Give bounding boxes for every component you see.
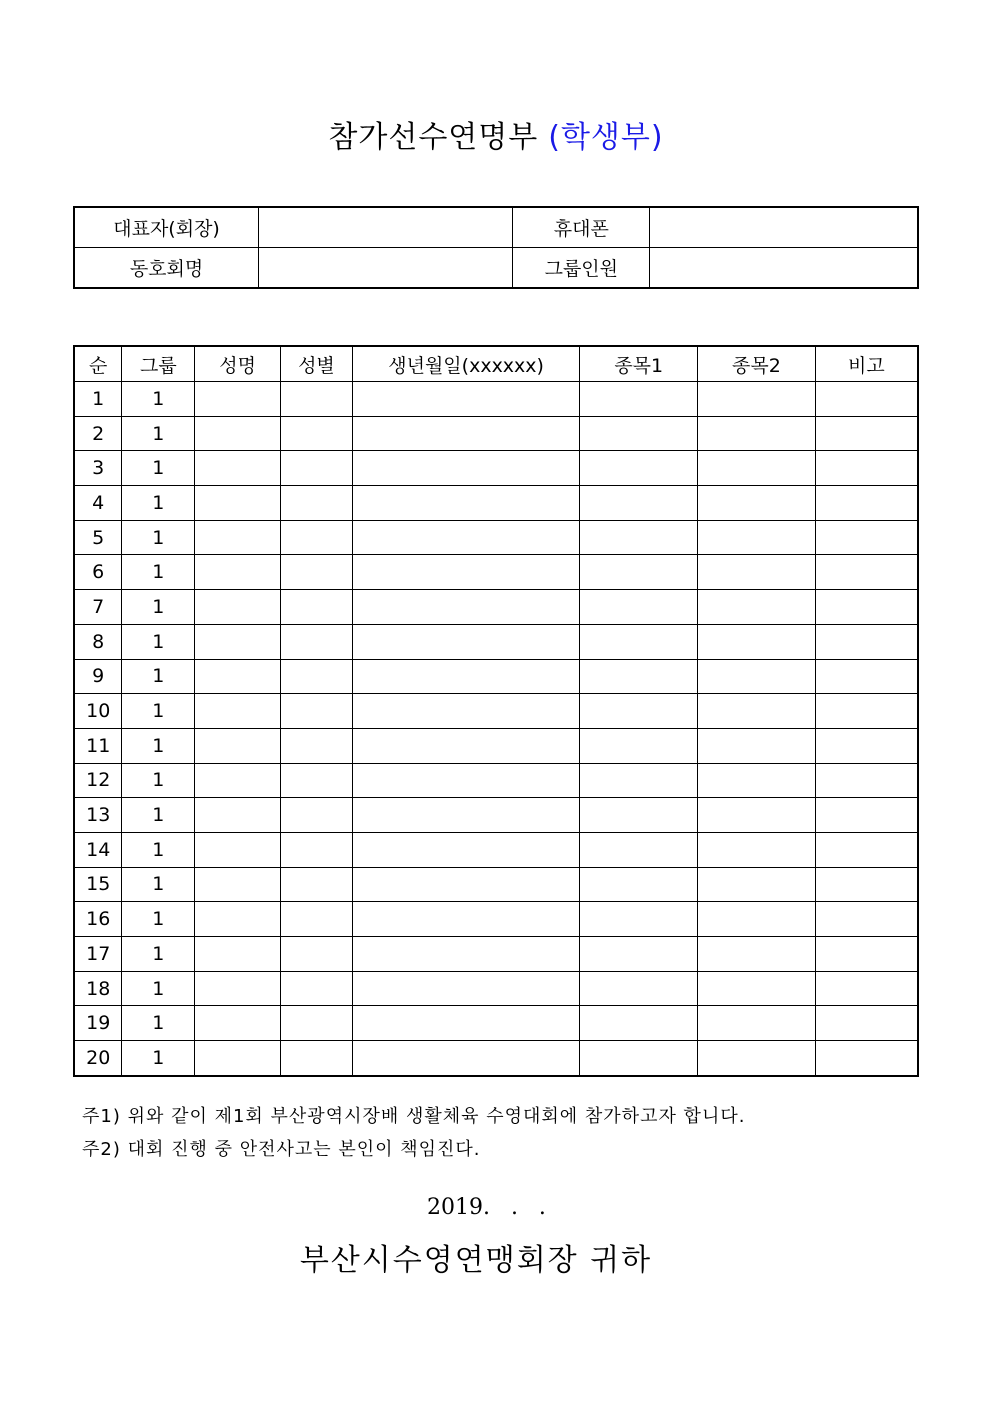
group-cell: 1 — [122, 1006, 195, 1041]
phone-label: 휴대폰 — [513, 207, 650, 248]
gender-field[interactable] — [281, 382, 353, 417]
event1-field[interactable] — [580, 832, 698, 867]
gender-field[interactable] — [281, 1006, 353, 1041]
gender-field[interactable] — [281, 659, 353, 694]
group-cell: 1 — [122, 486, 195, 521]
title-sub: (학생부) — [548, 120, 664, 155]
group-cell: 1 — [122, 694, 195, 729]
gender-field[interactable] — [281, 451, 353, 486]
no-cell: 20 — [74, 1041, 122, 1076]
group-cell: 1 — [122, 763, 195, 798]
group-cell: 1 — [122, 659, 195, 694]
table-row — [74, 1006, 918, 1041]
event2-field[interactable] — [698, 728, 816, 763]
event1-field[interactable] — [580, 520, 698, 555]
remarks-field[interactable] — [815, 486, 918, 521]
no-cell: 10 — [74, 694, 122, 729]
no-cell: 14 — [74, 832, 122, 867]
event1-field[interactable] — [580, 486, 698, 521]
name-field[interactable] — [195, 1041, 281, 1076]
notes — [82, 1100, 745, 1166]
header-event2: 종목2 — [698, 346, 816, 382]
birthdate-field[interactable] — [352, 971, 580, 1006]
no-cell: 9 — [74, 659, 122, 694]
gender-field[interactable] — [281, 416, 353, 451]
name-field[interactable] — [195, 659, 281, 694]
event1-field[interactable] — [580, 590, 698, 625]
event1-field[interactable] — [580, 971, 698, 1006]
group-cell: 1 — [122, 937, 195, 972]
no-cell: 3 — [74, 451, 122, 486]
group-cell: 1 — [122, 798, 195, 833]
gender-field[interactable] — [281, 486, 353, 521]
no-cell: 4 — [74, 486, 122, 521]
table-row — [74, 520, 918, 555]
remarks-field[interactable] — [815, 382, 918, 417]
gender-field[interactable] — [281, 798, 353, 833]
event2-field[interactable] — [698, 971, 816, 1006]
name-field[interactable] — [195, 590, 281, 625]
remarks-field[interactable] — [815, 555, 918, 590]
gender-field[interactable] — [281, 520, 353, 555]
table-row — [74, 486, 918, 521]
remarks-field[interactable] — [815, 867, 918, 902]
table-row — [74, 382, 918, 417]
remarks-field[interactable] — [815, 451, 918, 486]
birthdate-field[interactable] — [352, 728, 580, 763]
table-row — [74, 763, 918, 798]
gender-field[interactable] — [281, 728, 353, 763]
event1-field[interactable] — [580, 902, 698, 937]
name-field[interactable] — [195, 624, 281, 659]
remarks-field[interactable] — [815, 520, 918, 555]
table-row — [74, 555, 918, 590]
group-cell: 1 — [122, 382, 195, 417]
group-cell: 1 — [122, 1041, 195, 1076]
remarks-field[interactable] — [815, 694, 918, 729]
members-field[interactable] — [650, 248, 918, 289]
event2-field[interactable] — [698, 659, 816, 694]
group-cell: 1 — [122, 971, 195, 1006]
birthdate-field[interactable] — [352, 659, 580, 694]
event2-field[interactable] — [698, 590, 816, 625]
event1-field[interactable] — [580, 1041, 698, 1076]
birthdate-field[interactable] — [352, 382, 580, 417]
event2-field[interactable] — [698, 486, 816, 521]
header-name: 성명 — [195, 346, 281, 382]
no-cell: 18 — [74, 971, 122, 1006]
birthdate-field[interactable] — [352, 763, 580, 798]
no-cell: 5 — [74, 520, 122, 555]
event1-field[interactable] — [580, 728, 698, 763]
gender-field[interactable] — [281, 590, 353, 625]
birthdate-field[interactable] — [352, 416, 580, 451]
no-cell: 13 — [74, 798, 122, 833]
gender-field[interactable] — [281, 902, 353, 937]
event2-field[interactable] — [698, 937, 816, 972]
gender-field[interactable] — [281, 1041, 353, 1076]
note-1: 주1) 위와 같이 제1회 부산광역시장배 생활체육 수영대회에 참가하고자 합니다. — [82, 1106, 746, 1127]
event1-field[interactable] — [580, 1006, 698, 1041]
representative-label: 대표자(회장) — [74, 207, 259, 248]
remarks-field[interactable] — [815, 624, 918, 659]
no-cell: 16 — [74, 902, 122, 937]
name-field[interactable] — [195, 832, 281, 867]
event2-field[interactable] — [698, 520, 816, 555]
event2-field[interactable] — [698, 451, 816, 486]
event2-field[interactable] — [698, 624, 816, 659]
group-cell: 1 — [122, 624, 195, 659]
group-cell: 1 — [122, 590, 195, 625]
remarks-field[interactable] — [815, 798, 918, 833]
note-2: 주2) 대회 진행 중 안전사고는 본인이 책임진다. — [82, 1139, 481, 1160]
event1-field[interactable] — [580, 763, 698, 798]
table-row — [74, 798, 918, 833]
name-field[interactable] — [195, 520, 281, 555]
header-group: 그룹 — [122, 346, 195, 382]
gender-field[interactable] — [281, 624, 353, 659]
event1-field[interactable] — [580, 694, 698, 729]
remarks-field[interactable] — [815, 416, 918, 451]
table-row — [74, 902, 918, 937]
header-gender: 성별 — [281, 346, 353, 382]
remarks-field[interactable] — [815, 1041, 918, 1076]
event2-field[interactable] — [698, 763, 816, 798]
name-field[interactable] — [195, 416, 281, 451]
members-label: 그룹인원 — [513, 248, 650, 289]
name-field[interactable] — [195, 555, 281, 590]
gender-field[interactable] — [281, 555, 353, 590]
event2-field[interactable] — [698, 1006, 816, 1041]
no-cell: 12 — [74, 763, 122, 798]
birthdate-field[interactable] — [352, 590, 580, 625]
roster-table — [73, 345, 919, 1077]
birthdate-field[interactable] — [352, 624, 580, 659]
group-cell: 1 — [122, 867, 195, 902]
info-row — [74, 207, 918, 248]
group-cell: 1 — [122, 520, 195, 555]
remarks-field[interactable] — [815, 902, 918, 937]
representative-field[interactable] — [259, 207, 513, 248]
birthdate-field[interactable] — [352, 520, 580, 555]
page-title — [0, 112, 992, 156]
event1-field[interactable] — [580, 451, 698, 486]
group-cell: 1 — [122, 902, 195, 937]
gender-field[interactable] — [281, 867, 353, 902]
name-field[interactable] — [195, 937, 281, 972]
date-line: 2019. . . — [427, 1195, 546, 1220]
roster-header-row — [74, 346, 918, 382]
remarks-field[interactable] — [815, 937, 918, 972]
event2-field[interactable] — [698, 694, 816, 729]
table-row — [74, 659, 918, 694]
addressee: 부산시수영연맹회장 귀하 — [299, 1243, 653, 1278]
no-cell: 6 — [74, 555, 122, 590]
no-cell: 11 — [74, 728, 122, 763]
no-cell: 1 — [74, 382, 122, 417]
event2-field[interactable] — [698, 416, 816, 451]
club-field[interactable] — [259, 248, 513, 289]
event1-field[interactable] — [580, 416, 698, 451]
table-row — [74, 694, 918, 729]
event2-field[interactable] — [698, 555, 816, 590]
name-field[interactable] — [195, 902, 281, 937]
name-field[interactable] — [195, 798, 281, 833]
event2-field[interactable] — [698, 382, 816, 417]
birthdate-field[interactable] — [352, 937, 580, 972]
name-field[interactable] — [195, 382, 281, 417]
event2-field[interactable] — [698, 798, 816, 833]
gender-field[interactable] — [281, 694, 353, 729]
birthdate-field[interactable] — [352, 555, 580, 590]
birthdate-field[interactable] — [352, 1006, 580, 1041]
remarks-field[interactable] — [815, 763, 918, 798]
group-cell: 1 — [122, 728, 195, 763]
remarks-field[interactable] — [815, 971, 918, 1006]
event1-field[interactable] — [580, 382, 698, 417]
birthdate-field[interactable] — [352, 694, 580, 729]
table-row — [74, 728, 918, 763]
phone-field[interactable] — [650, 207, 918, 248]
event2-field[interactable] — [698, 867, 816, 902]
birthdate-field[interactable] — [352, 867, 580, 902]
gender-field[interactable] — [281, 971, 353, 1006]
table-row — [74, 590, 918, 625]
table-row — [74, 832, 918, 867]
birthdate-field[interactable] — [352, 486, 580, 521]
event1-field[interactable] — [580, 937, 698, 972]
name-field[interactable] — [195, 486, 281, 521]
event2-field[interactable] — [698, 1041, 816, 1076]
no-cell: 7 — [74, 590, 122, 625]
gender-field[interactable] — [281, 763, 353, 798]
event1-field[interactable] — [580, 798, 698, 833]
event1-field[interactable] — [580, 624, 698, 659]
no-cell: 17 — [74, 937, 122, 972]
event1-field[interactable] — [580, 659, 698, 694]
birthdate-field[interactable] — [352, 798, 580, 833]
table-row — [74, 1041, 918, 1076]
table-row — [74, 937, 918, 972]
group-cell: 1 — [122, 832, 195, 867]
header-no: 순 — [74, 346, 122, 382]
info-row — [74, 248, 918, 289]
table-row — [74, 867, 918, 902]
remarks-field[interactable] — [815, 1006, 918, 1041]
birthdate-field[interactable] — [352, 832, 580, 867]
info-table — [73, 206, 919, 289]
table-row — [74, 416, 918, 451]
remarks-field[interactable] — [815, 832, 918, 867]
event1-field[interactable] — [580, 867, 698, 902]
birthdate-field[interactable] — [352, 451, 580, 486]
table-row — [74, 451, 918, 486]
event2-field[interactable] — [698, 832, 816, 867]
name-field[interactable] — [195, 728, 281, 763]
event2-field[interactable] — [698, 902, 816, 937]
group-cell: 1 — [122, 451, 195, 486]
header-remarks: 비고 — [815, 346, 918, 382]
no-cell: 19 — [74, 1006, 122, 1041]
birthdate-field[interactable] — [352, 902, 580, 937]
no-cell: 15 — [74, 867, 122, 902]
name-field[interactable] — [195, 451, 281, 486]
name-field[interactable] — [195, 867, 281, 902]
club-label: 동호회명 — [74, 248, 259, 289]
name-field[interactable] — [195, 971, 281, 1006]
birthdate-field[interactable] — [352, 1041, 580, 1076]
gender-field[interactable] — [281, 937, 353, 972]
name-field[interactable] — [195, 763, 281, 798]
remarks-field[interactable] — [815, 659, 918, 694]
table-row — [74, 971, 918, 1006]
event1-field[interactable] — [580, 555, 698, 590]
gender-field[interactable] — [281, 832, 353, 867]
remarks-field[interactable] — [815, 728, 918, 763]
header-event1: 종목1 — [580, 346, 698, 382]
no-cell: 2 — [74, 416, 122, 451]
group-cell: 1 — [122, 555, 195, 590]
name-field[interactable] — [195, 1006, 281, 1041]
header-birthdate: 생년월일(xxxxxx) — [352, 346, 580, 382]
group-cell: 1 — [122, 416, 195, 451]
name-field[interactable] — [195, 694, 281, 729]
remarks-field[interactable] — [815, 590, 918, 625]
no-cell: 8 — [74, 624, 122, 659]
title-main: 참가선수연명부 — [328, 120, 539, 155]
table-row — [74, 624, 918, 659]
